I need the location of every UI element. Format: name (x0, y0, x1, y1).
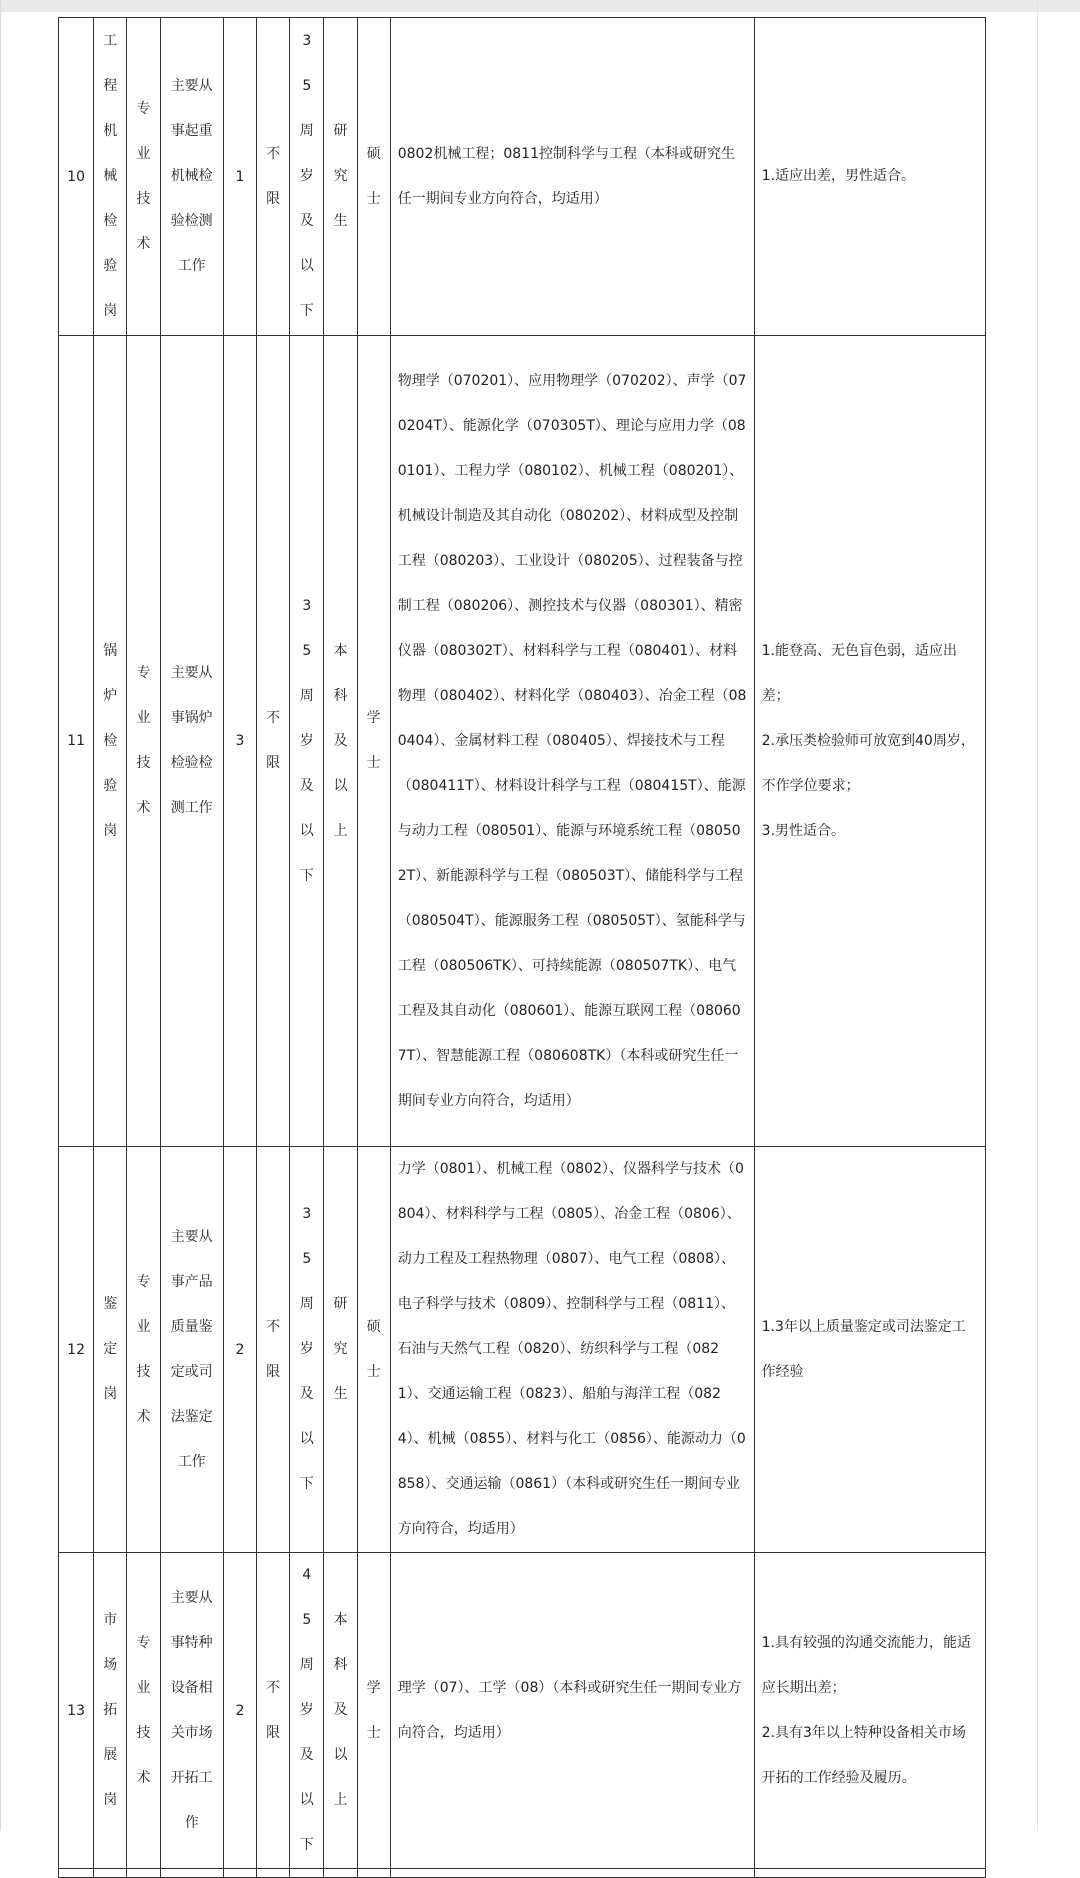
major-cell (390, 18, 754, 336)
gender-cell (257, 18, 290, 336)
empty-cell (94, 1869, 127, 1878)
table-row (59, 336, 986, 1147)
gender-text: 不限 (266, 1318, 281, 1380)
position-cell (94, 1553, 127, 1869)
category-text: 专业技术 (136, 1634, 151, 1786)
empty-cell (59, 1869, 94, 1878)
count-text: 2 (235, 1702, 245, 1719)
duty-text: 主要从事起重机械检验检测工作 (170, 78, 213, 274)
gender-text: 不限 (266, 710, 281, 771)
position-cell (94, 1147, 127, 1553)
count-cell (223, 18, 256, 336)
age-cell (290, 1553, 324, 1869)
count-text: 3 (235, 733, 245, 749)
other-requirements-cell (754, 336, 985, 1147)
duty-cell (160, 1147, 223, 1553)
empty-cell (290, 1869, 324, 1878)
age-cell (290, 18, 324, 336)
empty-cell (324, 1869, 357, 1878)
other-requirements-cell (754, 1147, 985, 1553)
table-row (59, 1147, 986, 1553)
count-text: 1 (235, 168, 245, 185)
education-text: 研究生 (333, 123, 348, 229)
row-number (59, 1147, 94, 1553)
empty-cell (160, 1869, 223, 1878)
duty-cell (160, 1553, 223, 1869)
right-edge (1037, 0, 1038, 1831)
row-number-text: 10 (67, 168, 85, 185)
category-cell (127, 1147, 160, 1553)
degree-cell (357, 18, 390, 336)
degree-cell (357, 1553, 390, 1869)
education-cell (324, 18, 357, 336)
count-text: 2 (235, 1341, 245, 1358)
table-row (59, 18, 986, 336)
duty-text: 主要从事锅炉检验检测工作 (170, 665, 213, 816)
major-cell (390, 1553, 754, 1869)
duty-text: 主要从事产品质量鉴定或司法鉴定工作 (170, 1228, 213, 1470)
row-number-text: 12 (67, 1341, 85, 1358)
other-requirements-text: 1.适应出差，男性适合。 (761, 168, 916, 184)
education-text: 本科及以上 (333, 642, 348, 839)
position-name: 市场拓展岗 (103, 1612, 118, 1808)
row-number-text: 13 (67, 1702, 85, 1719)
top-scroll-bar (0, 0, 1080, 12)
table-row-partial (59, 1869, 986, 1878)
degree-text: 硕士 (366, 1318, 381, 1380)
degree-cell (357, 336, 390, 1147)
count-cell (223, 1147, 256, 1553)
major-text: 力学（0801）、机械工程（0802）、仪器科学与技术（0804）、材料科学与工程（0805）、冶金工程（0806）、动力工程及工程热物理（0807）、电气工程（0808）、电子科学与技术（0809）、控制科学与工程（0811）、石油与天然气工程（0820）、纺织科学与工程（0821）、交通运输工程（0823）、船舶与海洋工程（0824）、机械（0855）、材料与化工（0856）、能源动力（0858）、交通运输（0861）（本科或研究生任一期间专业方向符合，均适用） (397, 1161, 746, 1537)
major-cell (390, 336, 754, 1147)
age-cell (290, 336, 324, 1147)
duty-text: 主要从事特种设备相关市场开拓工作 (170, 1589, 213, 1831)
position-cell (94, 336, 127, 1147)
education-cell (324, 1147, 357, 1553)
age-text: 45周岁及以下 (299, 1567, 314, 1853)
count-cell (223, 1553, 256, 1869)
gender-cell (257, 336, 290, 1147)
other-requirement-line: 3.男性适合。 (761, 822, 846, 839)
major-text: 理学（07）、工学（08）（本科或研究生任一期间专业方向符合，均适用） (397, 1679, 742, 1741)
gender-cell (257, 1553, 290, 1869)
major-text: 0802机械工程；0811控制科学与工程（本科或研究生任一期间专业方向符合，均适用） (397, 145, 735, 207)
education-text: 研究生 (333, 1296, 348, 1402)
other-requirements-cell (754, 1553, 985, 1869)
other-requirements-cell (754, 18, 985, 336)
other-requirements-text: 1.3年以上质量鉴定或司法鉴定工作经验 (761, 1318, 966, 1380)
duty-cell (160, 336, 223, 1147)
empty-cell (223, 1869, 256, 1878)
row-number-text: 11 (67, 733, 85, 749)
empty-cell (127, 1869, 160, 1878)
education-cell (324, 1553, 357, 1869)
other-requirement-line: 1.具有较强的沟通交流能力，能适应长期出差； (761, 1634, 972, 1696)
category-cell (127, 1553, 160, 1869)
age-text: 35周岁及以下 (299, 33, 314, 319)
left-edge (0, 0, 1, 1831)
other-requirement-line: 2.承压类检验师可放宽到40周岁，不作学位要求； (761, 732, 975, 794)
gender-text: 不限 (266, 1679, 281, 1741)
age-text: 35周岁及以下 (299, 1206, 314, 1492)
recruitment-table (58, 17, 986, 1878)
empty-cell (390, 1869, 754, 1878)
row-number (59, 18, 94, 336)
empty-cell (754, 1869, 985, 1878)
age-text: 35周岁及以下 (299, 597, 314, 884)
duty-cell (160, 18, 223, 336)
education-text: 本科及以上 (333, 1612, 348, 1808)
age-cell (290, 1147, 324, 1553)
degree-text: 学士 (366, 1679, 381, 1741)
category-cell (127, 336, 160, 1147)
other-requirement-line: 1.能登高、无色盲色弱，适应出差； (761, 642, 958, 704)
count-cell (223, 336, 256, 1147)
degree-cell (357, 1147, 390, 1553)
category-text: 专业技术 (136, 100, 151, 252)
category-cell (127, 18, 160, 336)
gender-cell (257, 1147, 290, 1553)
position-name: 工程机械检验岗 (103, 33, 118, 319)
degree-text: 硕士 (366, 145, 381, 207)
empty-cell (257, 1869, 290, 1878)
other-requirement-line: 2.具有3年以上特种设备相关市场开拓的工作经验及履历。 (761, 1724, 966, 1786)
table-row (59, 1553, 986, 1869)
major-cell (390, 1147, 754, 1553)
row-number (59, 336, 94, 1147)
category-text: 专业技术 (136, 665, 151, 816)
empty-cell (357, 1869, 390, 1878)
position-name: 锅炉检验岗 (103, 642, 118, 839)
gender-text: 不限 (266, 145, 281, 207)
position-name: 鉴定岗 (103, 1296, 118, 1402)
position-cell (94, 18, 127, 336)
education-cell (324, 336, 357, 1147)
row-number (59, 1553, 94, 1869)
degree-text: 学士 (366, 710, 381, 771)
major-text: 物理学（070201）、应用物理学（070202）、声学（070204T）、能源化学（070305T）、理论与应用力学（080101）、工程力学（080102）、机械工程（080201）、机械设计制造及其自动化（080202）、材料成型及控制工程（080203）、工业设计（080205）、过程装备与控制工程（080206）、测控技术与仪器（080301）、精密仪器（080302T）、材料科学与工程（080401）、材料物理（080402）、材料化学（080403）、冶金工程（080404）、金属材料工程（080405）、焊接技术与工程（080411T）、材料设计科学与工程（080415T）、能源与动力工程（080501）、能源与环境系统工程（080502T）、新能源科学与工程（080503T）、储能科学与工程（080504T）、能源服务工程（080505T）、氢能科学与工程（080506TK）、可持续能源（080507TK）、电气工程及其自动化（080601）、能源互联网工程（080607T）、智慧能源工程（080608TK）（本科或研究生任一期间专业方向符合，均适用） (397, 372, 747, 1109)
category-text: 专业技术 (136, 1273, 151, 1425)
